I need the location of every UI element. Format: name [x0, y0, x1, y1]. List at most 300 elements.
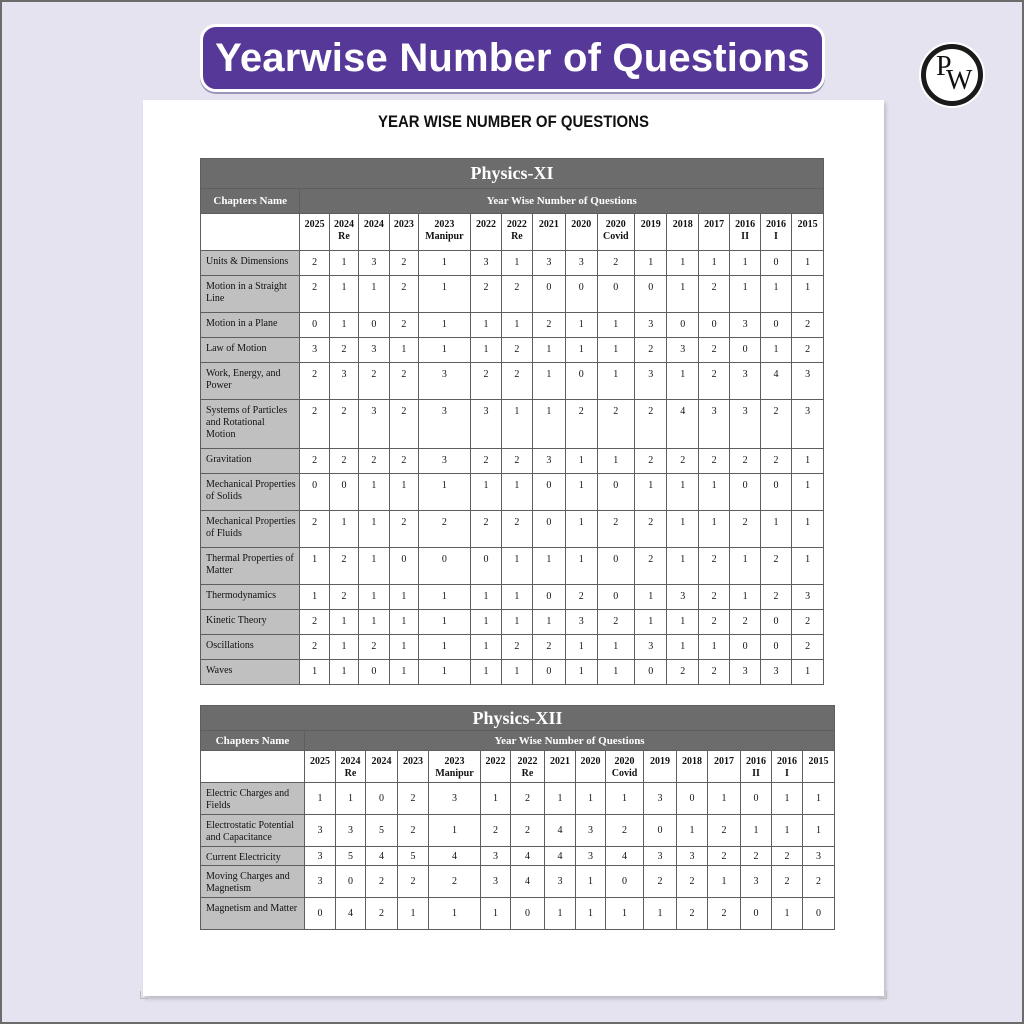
page-corner-mark — [879, 991, 887, 999]
chapter-name-cell: Work, Energy, and Power — [201, 363, 300, 400]
question-count-cell: 4 — [511, 866, 545, 898]
question-count-cell: 1 — [597, 660, 635, 685]
table-row — [201, 511, 824, 548]
question-count-cell: 2 — [329, 338, 358, 363]
question-count-cell: 3 — [730, 313, 760, 338]
question-count-cell: 0 — [803, 898, 835, 930]
question-count-cell: 1 — [760, 511, 791, 548]
question-count-cell: 0 — [730, 338, 760, 363]
year-label-line: Re — [344, 768, 357, 779]
question-count-cell: 1 — [419, 338, 471, 363]
question-count-cell: 2 — [470, 363, 501, 400]
year-label-line: Re — [511, 231, 523, 242]
question-count-cell: 2 — [730, 610, 760, 635]
question-count-cell: 0 — [532, 474, 565, 511]
blank-header-cell — [201, 751, 305, 783]
chapter-name-cell: Motion in a Plane — [201, 313, 300, 338]
question-count-cell: 2 — [470, 276, 501, 313]
question-count-cell: 1 — [419, 276, 471, 313]
question-count-cell: 2 — [398, 815, 429, 847]
year-header-cell — [511, 751, 545, 783]
question-count-cell: 1 — [597, 338, 635, 363]
question-count-cell: 1 — [644, 898, 677, 930]
question-count-cell: 2 — [698, 338, 729, 363]
question-count-cell: 1 — [730, 276, 760, 313]
question-count-cell: 1 — [305, 783, 336, 815]
question-count-cell: 0 — [597, 276, 635, 313]
question-count-cell: 2 — [597, 511, 635, 548]
question-count-cell: 1 — [532, 363, 565, 400]
question-count-cell: 2 — [389, 251, 418, 276]
pw-logo-mark — [932, 51, 973, 96]
question-count-cell: 1 — [606, 898, 644, 930]
question-count-cell: 2 — [730, 449, 760, 474]
question-count-cell: 2 — [389, 363, 418, 400]
year-label-line: 2025 — [304, 219, 325, 230]
table-row — [201, 338, 824, 363]
question-count-cell: 1 — [635, 474, 667, 511]
question-count-cell: 1 — [336, 783, 366, 815]
question-count-cell: 1 — [329, 610, 358, 635]
table-row — [201, 635, 824, 660]
question-count-cell: 2 — [741, 847, 772, 866]
question-count-cell: 2 — [772, 847, 803, 866]
question-count-cell: 2 — [597, 610, 635, 635]
year-label-line: 2020 — [614, 756, 635, 767]
table-row — [201, 449, 824, 474]
year-header-cell — [597, 214, 635, 251]
question-count-cell: 3 — [677, 847, 708, 866]
subject-row — [201, 159, 824, 189]
question-count-cell: 2 — [300, 449, 329, 474]
question-count-cell: 1 — [597, 363, 635, 400]
question-count-cell: 1 — [532, 400, 565, 449]
question-count-cell: 0 — [532, 585, 565, 610]
question-count-cell: 2 — [708, 898, 741, 930]
chapter-name-cell: Current Electricity — [201, 847, 305, 866]
question-count-cell: 1 — [635, 585, 667, 610]
question-count-cell: 1 — [667, 610, 698, 635]
question-count-cell: 1 — [389, 635, 418, 660]
question-count-cell: 4 — [366, 847, 398, 866]
subject-row — [201, 706, 835, 731]
question-count-cell: 1 — [698, 474, 729, 511]
question-count-cell: 2 — [760, 449, 791, 474]
year-header-cell — [419, 214, 471, 251]
question-count-cell: 0 — [597, 548, 635, 585]
year-header-cell — [389, 214, 418, 251]
year-header-cell — [698, 214, 729, 251]
question-count-cell: 0 — [730, 474, 760, 511]
year-header-cell — [667, 214, 698, 251]
question-count-cell: 1 — [760, 338, 791, 363]
question-count-cell: 3 — [644, 847, 677, 866]
question-count-cell: 2 — [300, 610, 329, 635]
question-count-cell: 1 — [419, 474, 471, 511]
question-count-cell: 1 — [730, 548, 760, 585]
question-count-cell: 1 — [566, 635, 597, 660]
question-count-cell: 0 — [566, 276, 597, 313]
question-count-cell: 0 — [336, 866, 366, 898]
question-count-cell: 1 — [429, 898, 481, 930]
question-count-cell: 1 — [667, 511, 698, 548]
question-count-cell: 3 — [792, 400, 824, 449]
question-count-cell: 1 — [667, 251, 698, 276]
question-count-cell: 1 — [667, 363, 698, 400]
question-count-cell: 1 — [502, 585, 532, 610]
question-count-cell: 1 — [389, 338, 418, 363]
question-count-cell: 2 — [359, 449, 389, 474]
table-row — [201, 313, 824, 338]
question-count-cell: 1 — [772, 783, 803, 815]
question-count-cell: 1 — [792, 660, 824, 685]
year-header-cell — [398, 751, 429, 783]
question-count-cell: 2 — [470, 511, 501, 548]
question-count-cell: 2 — [300, 511, 329, 548]
question-count-cell: 1 — [470, 338, 501, 363]
question-count-cell: 1 — [398, 898, 429, 930]
question-count-cell: 2 — [635, 449, 667, 474]
year-label-line: 2024 — [371, 756, 392, 767]
question-count-cell: 2 — [419, 511, 471, 548]
year-header-cell — [470, 214, 501, 251]
question-count-cell: 1 — [698, 251, 729, 276]
chapter-name-cell: Oscillations — [201, 635, 300, 660]
question-count-cell: 1 — [359, 585, 389, 610]
year-label-line: 2024 — [340, 756, 361, 767]
year-header-cell — [336, 751, 366, 783]
question-count-cell: 0 — [597, 585, 635, 610]
year-header-cell — [429, 751, 481, 783]
question-count-cell: 0 — [329, 474, 358, 511]
question-count-cell: 2 — [329, 449, 358, 474]
year-header-cell — [545, 751, 576, 783]
question-count-cell: 0 — [606, 866, 644, 898]
year-label-line: 2020 — [580, 756, 601, 767]
question-count-cell: 1 — [576, 866, 606, 898]
question-count-cell: 4 — [606, 847, 644, 866]
year-label-line: Manipur — [425, 231, 464, 242]
question-count-cell: 1 — [329, 511, 358, 548]
question-count-cell: 1 — [419, 585, 471, 610]
year-label-line: 2019 — [650, 756, 670, 767]
question-count-cell: 1 — [792, 449, 824, 474]
question-count-cell: 2 — [329, 585, 358, 610]
question-count-cell: 5 — [398, 847, 429, 866]
year-label-line: 2024 — [363, 219, 384, 230]
question-count-cell: 2 — [389, 400, 418, 449]
question-count-cell: 1 — [419, 635, 471, 660]
table-row — [201, 847, 835, 866]
question-count-cell: 4 — [336, 898, 366, 930]
question-count-cell: 1 — [481, 783, 511, 815]
question-count-cell: 2 — [389, 313, 418, 338]
question-count-cell: 1 — [730, 251, 760, 276]
year-label-line: I — [785, 768, 789, 779]
year-label-line: 2016 — [766, 219, 786, 230]
year-wise-header: Year Wise Number of Questions — [300, 189, 824, 214]
question-count-cell: 2 — [359, 363, 389, 400]
year-label-line: 2024 — [334, 219, 354, 230]
question-count-cell: 3 — [667, 338, 698, 363]
year-header-cell — [359, 214, 389, 251]
question-count-cell: 3 — [792, 585, 824, 610]
question-count-cell: 5 — [336, 847, 366, 866]
logo-letter-w: W — [946, 65, 973, 96]
question-count-cell: 1 — [502, 313, 532, 338]
year-header-cell — [772, 751, 803, 783]
question-count-cell: 0 — [470, 548, 501, 585]
question-count-cell: 3 — [635, 635, 667, 660]
year-label-line: II — [741, 231, 749, 242]
year-label-line: 2020 — [571, 219, 592, 230]
question-count-cell: 2 — [502, 276, 532, 313]
question-count-cell: 2 — [760, 548, 791, 585]
year-label-line: II — [752, 768, 760, 779]
year-header-cell — [481, 751, 511, 783]
question-count-cell: 1 — [419, 660, 471, 685]
question-count-cell: 3 — [419, 449, 471, 474]
question-count-cell: 3 — [305, 847, 336, 866]
question-count-cell: 3 — [300, 338, 329, 363]
question-count-cell: 1 — [566, 548, 597, 585]
question-count-cell: 0 — [667, 313, 698, 338]
chapter-name-cell: Electrostatic Potential and Capacitance — [201, 815, 305, 847]
question-count-cell: 3 — [566, 251, 597, 276]
chapter-name-cell: Kinetic Theory — [201, 610, 300, 635]
year-label-line: 2022 — [506, 219, 527, 230]
question-count-cell: 1 — [792, 511, 824, 548]
question-count-cell: 3 — [532, 251, 565, 276]
question-count-cell: 1 — [329, 276, 358, 313]
chapter-name-cell: Mechanical Properties of Fluids — [201, 511, 300, 548]
question-count-cell: 1 — [329, 635, 358, 660]
question-count-cell: 1 — [389, 610, 418, 635]
question-count-cell: 0 — [532, 660, 565, 685]
year-header-cell — [635, 214, 667, 251]
question-count-cell: 2 — [730, 511, 760, 548]
year-label-line: Covid — [602, 231, 629, 242]
question-count-cell: 1 — [772, 898, 803, 930]
question-count-cell: 3 — [429, 783, 481, 815]
year-label-line: Manipur — [435, 768, 474, 779]
question-count-cell: 2 — [359, 635, 389, 660]
question-count-cell: 2 — [677, 866, 708, 898]
question-count-cell: 1 — [772, 815, 803, 847]
header-row — [201, 731, 835, 751]
chapter-name-cell: Gravitation — [201, 449, 300, 474]
question-count-cell: 1 — [803, 783, 835, 815]
question-count-cell: 2 — [792, 635, 824, 660]
question-count-cell: 1 — [566, 660, 597, 685]
question-count-cell: 2 — [300, 276, 329, 313]
page-corner-mark — [140, 991, 148, 999]
question-count-cell: 2 — [597, 251, 635, 276]
question-count-cell: 0 — [677, 783, 708, 815]
year-header-cell — [305, 751, 336, 783]
question-count-cell: 1 — [470, 610, 501, 635]
question-count-cell: 0 — [635, 660, 667, 685]
question-count-cell: 2 — [566, 585, 597, 610]
year-header-cell — [792, 214, 824, 251]
chapter-name-cell: Units & Dimensions — [201, 251, 300, 276]
question-count-cell: 1 — [359, 276, 389, 313]
question-count-cell: 1 — [470, 635, 501, 660]
question-count-cell: 0 — [760, 610, 791, 635]
question-count-cell: 1 — [300, 548, 329, 585]
question-count-cell: 0 — [741, 898, 772, 930]
question-count-cell: 3 — [305, 815, 336, 847]
year-label-line: 2023 — [444, 756, 465, 767]
year-header-cell — [502, 214, 532, 251]
question-count-cell: 2 — [698, 276, 729, 313]
question-count-cell: 3 — [359, 400, 389, 449]
table-row — [201, 815, 835, 847]
year-wise-header: Year Wise Number of Questions — [305, 731, 835, 751]
question-count-cell: 0 — [760, 635, 791, 660]
question-count-cell: 3 — [481, 866, 511, 898]
table-row — [201, 898, 835, 930]
question-count-cell: 1 — [545, 898, 576, 930]
question-count-cell: 3 — [644, 783, 677, 815]
question-count-cell: 3 — [576, 815, 606, 847]
year-header-cell — [576, 751, 606, 783]
question-count-cell: 2 — [635, 548, 667, 585]
question-count-cell: 1 — [667, 276, 698, 313]
chapter-name-cell: Electric Charges and Fields — [201, 783, 305, 815]
question-count-cell: 2 — [511, 783, 545, 815]
question-count-cell: 1 — [300, 585, 329, 610]
question-count-cell: 1 — [419, 313, 471, 338]
question-count-cell: 1 — [708, 783, 741, 815]
question-count-cell: 0 — [760, 251, 791, 276]
table-row — [201, 585, 824, 610]
question-count-cell: 3 — [329, 363, 358, 400]
question-count-cell: 2 — [511, 815, 545, 847]
chapter-name-cell: Waves — [201, 660, 300, 685]
question-count-cell: 2 — [803, 866, 835, 898]
question-count-cell: 0 — [305, 898, 336, 930]
year-label-line: 2015 — [797, 219, 818, 230]
question-count-cell: 3 — [470, 251, 501, 276]
question-count-cell: 1 — [389, 474, 418, 511]
year-label-line: 2015 — [808, 756, 829, 767]
year-label-line: 2021 — [538, 219, 559, 230]
question-count-cell: 1 — [792, 251, 824, 276]
year-label-line: 2022 — [475, 219, 496, 230]
question-count-cell: 3 — [532, 449, 565, 474]
question-count-cell: 1 — [667, 635, 698, 660]
question-count-cell: 0 — [698, 313, 729, 338]
question-count-cell: 2 — [677, 898, 708, 930]
chapters-name-header: Chapters Name — [201, 189, 300, 214]
question-count-cell: 2 — [329, 548, 358, 585]
question-count-cell: 3 — [741, 866, 772, 898]
question-count-cell: 1 — [677, 815, 708, 847]
question-count-cell: 3 — [419, 400, 471, 449]
table-row — [201, 548, 824, 585]
year-header-cell — [677, 751, 708, 783]
year-label-line: 2023 — [393, 219, 414, 230]
question-count-cell: 1 — [389, 660, 418, 685]
question-count-cell: 2 — [366, 866, 398, 898]
question-count-cell: 1 — [576, 783, 606, 815]
question-count-cell: 2 — [698, 449, 729, 474]
question-count-cell: 2 — [667, 660, 698, 685]
question-count-cell: 2 — [470, 449, 501, 474]
question-count-cell: 1 — [470, 474, 501, 511]
question-count-cell: 2 — [300, 635, 329, 660]
year-label-line: 2022 — [517, 756, 538, 767]
question-count-cell: 2 — [772, 866, 803, 898]
question-count-cell: 1 — [532, 610, 565, 635]
question-count-cell: 1 — [502, 548, 532, 585]
question-count-cell: 3 — [792, 363, 824, 400]
question-count-cell: 1 — [359, 548, 389, 585]
question-count-cell: 1 — [502, 251, 532, 276]
question-count-cell: 2 — [708, 847, 741, 866]
question-count-cell: 1 — [532, 338, 565, 363]
question-count-cell: 3 — [566, 610, 597, 635]
chapter-name-cell: Motion in a Straight Line — [201, 276, 300, 313]
year-header-cell — [606, 751, 644, 783]
question-count-cell: 2 — [429, 866, 481, 898]
table-row — [201, 400, 824, 449]
question-count-cell: 0 — [300, 474, 329, 511]
year-header-cell — [644, 751, 677, 783]
year-label-line: 2022 — [485, 756, 506, 767]
question-count-cell: 0 — [419, 548, 471, 585]
question-count-cell: 2 — [698, 363, 729, 400]
question-count-cell: 3 — [481, 847, 511, 866]
question-count-cell: 2 — [389, 449, 418, 474]
question-count-cell: 0 — [741, 783, 772, 815]
year-label-line: 2017 — [704, 219, 725, 230]
question-count-cell: 2 — [502, 338, 532, 363]
question-count-cell: 2 — [532, 635, 565, 660]
question-count-cell: 2 — [300, 363, 329, 400]
question-count-cell: 2 — [566, 400, 597, 449]
question-count-cell: 2 — [635, 511, 667, 548]
year-header-cell — [760, 214, 791, 251]
question-count-cell: 1 — [502, 610, 532, 635]
question-count-cell: 1 — [667, 474, 698, 511]
chapter-name-cell: Law of Motion — [201, 338, 300, 363]
year-label-line: 2018 — [682, 756, 702, 767]
question-count-cell: 1 — [359, 610, 389, 635]
table-row — [201, 474, 824, 511]
year-header-cell — [708, 751, 741, 783]
pw-logo — [921, 44, 983, 106]
question-count-cell: 2 — [502, 511, 532, 548]
years-row — [201, 214, 824, 251]
question-count-cell: 3 — [635, 313, 667, 338]
question-count-cell: 1 — [698, 635, 729, 660]
year-label-line: 2020 — [605, 219, 626, 230]
table-row — [201, 610, 824, 635]
question-count-cell: 1 — [792, 474, 824, 511]
question-count-cell: 1 — [792, 548, 824, 585]
question-count-cell: 3 — [545, 866, 576, 898]
question-count-cell: 1 — [597, 313, 635, 338]
chapters-name-header: Chapters Name — [201, 731, 305, 751]
table-row — [201, 363, 824, 400]
header-row — [201, 189, 824, 214]
question-count-cell: 1 — [760, 276, 791, 313]
chapter-name-cell: Systems of Particles and Rotational Motion — [201, 400, 300, 449]
question-count-cell: 1 — [606, 783, 644, 815]
logo-letter-p: P — [936, 51, 952, 82]
